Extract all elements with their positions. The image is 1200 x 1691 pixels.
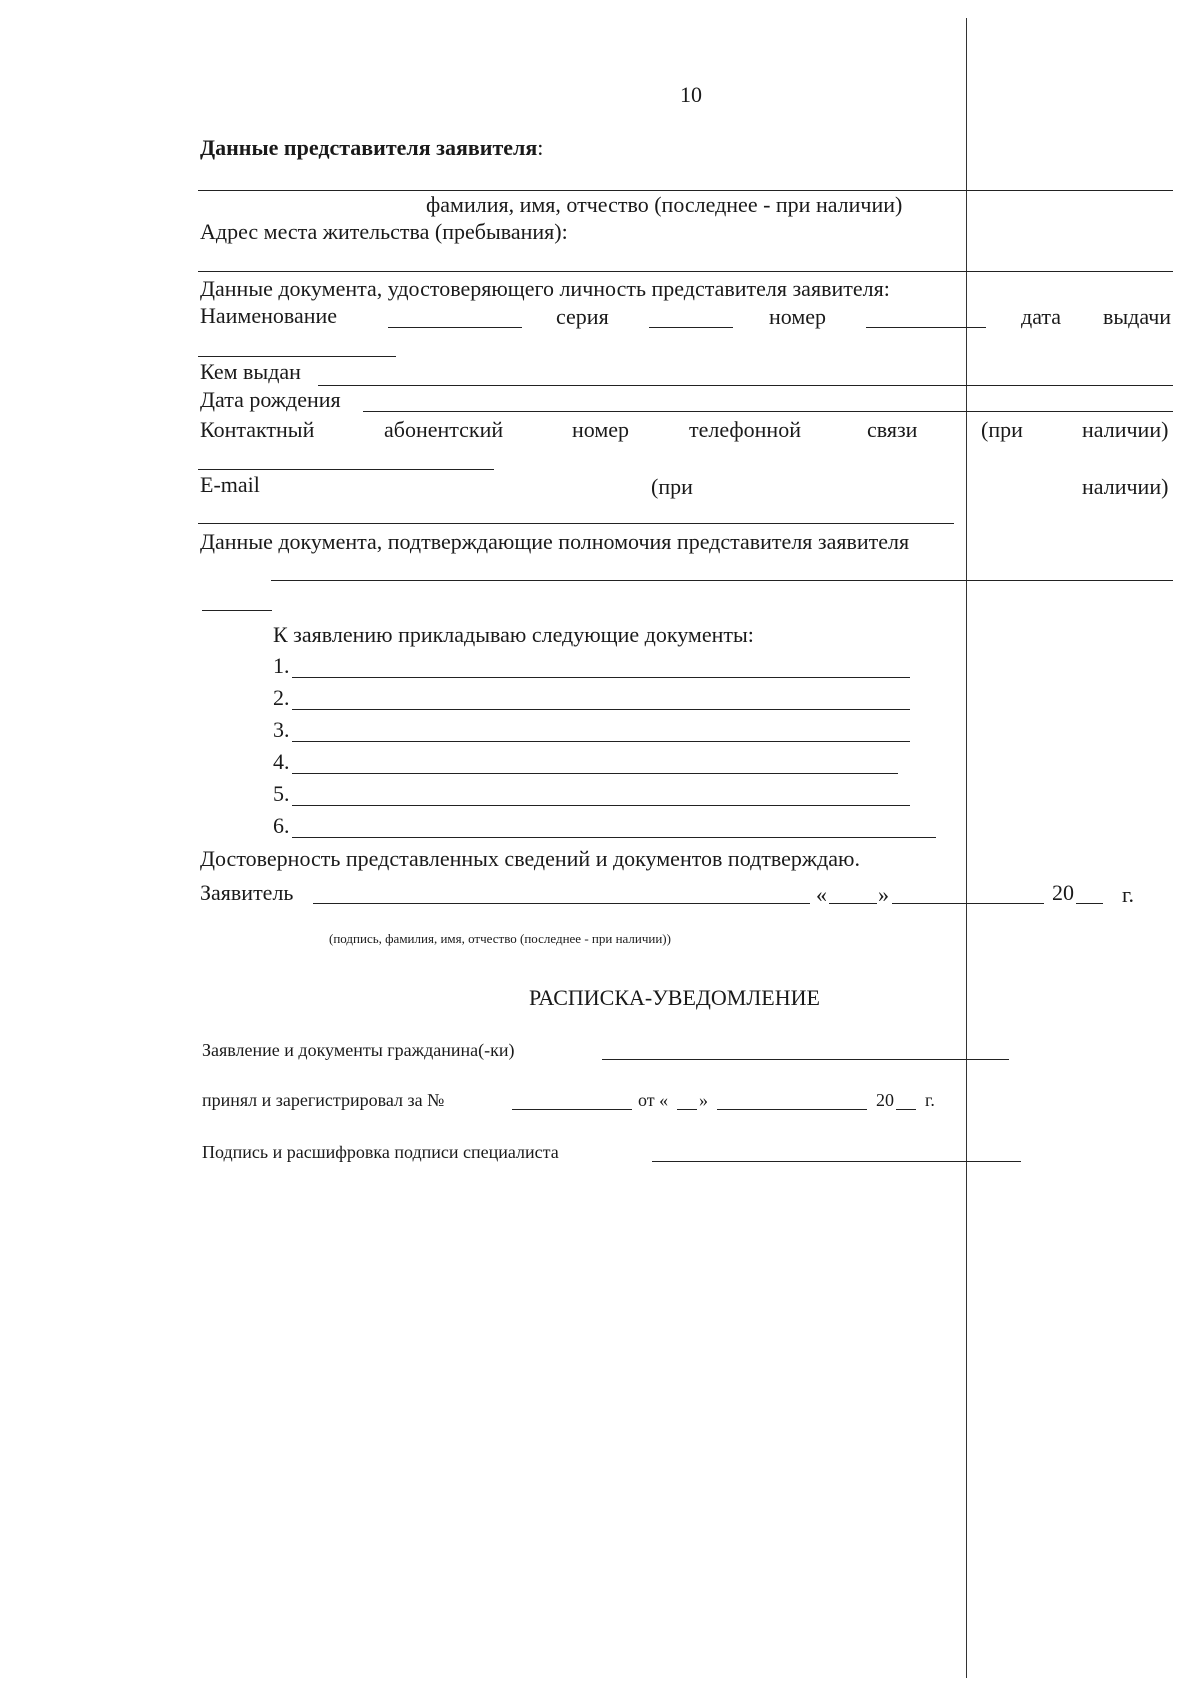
date-quote-close: » <box>878 882 889 907</box>
receipt-reg-number-line <box>512 1109 632 1110</box>
section-title-representative <box>200 135 543 161</box>
attachment-field-6[interactable] <box>294 814 934 836</box>
phone-word-2: абонентский <box>384 417 504 442</box>
receipt-quote-close: » <box>699 1090 708 1110</box>
attachment-number-6: 6. <box>273 813 290 838</box>
sign-day-field[interactable] <box>831 880 875 902</box>
representative-fio-line <box>198 190 1173 191</box>
receipt-day-line <box>677 1109 697 1110</box>
receipt-year-line <box>896 1109 916 1110</box>
receipt-title: РАСПИСКА-УВЕДОМЛЕНИЕ <box>529 985 820 1010</box>
receipt-citizen-field[interactable] <box>604 1038 1007 1058</box>
id-number-field[interactable] <box>866 304 986 326</box>
receipt-specialist-field[interactable] <box>654 1140 1019 1160</box>
birth-date-label: Дата рождения <box>200 387 341 412</box>
phone-word-5: связи <box>867 417 918 442</box>
receipt-day-field[interactable] <box>679 1088 695 1108</box>
birth-date-field[interactable] <box>365 388 1170 410</box>
id-series-label: серия <box>556 304 609 329</box>
sign-day-line <box>829 903 877 904</box>
sign-year-field[interactable] <box>1078 880 1101 902</box>
date-quote-open: « <box>816 882 827 907</box>
sign-month-line <box>892 903 1044 904</box>
signature-line <box>313 903 810 904</box>
authority-doc-line-2 <box>202 610 272 611</box>
attachment-line-1 <box>292 677 910 678</box>
id-document-heading: Данные документа, удостоверяющего личность представителя заявителя: <box>200 276 890 301</box>
issued-by-label: Кем выдан <box>200 359 301 384</box>
id-issue-label: выдачи <box>1103 304 1172 329</box>
address-line <box>198 271 1173 272</box>
fio-caption: фамилия, имя, отчество (последнее - при наличии) <box>426 192 903 217</box>
address-label: Адрес места жительства (пребывания): <box>200 219 568 244</box>
year-prefix: 20 <box>1052 880 1074 905</box>
email-label: E-mail <box>200 472 260 497</box>
sign-month-field[interactable] <box>894 880 1042 902</box>
id-name-field[interactable] <box>388 304 522 326</box>
attachment-line-5 <box>292 805 910 806</box>
id-date-label: дата <box>1021 304 1062 329</box>
email-line <box>198 523 954 524</box>
receipt-citizen-line <box>602 1059 1009 1060</box>
section-title-text: Данные представителя заявителя <box>200 135 538 160</box>
receipt-specialist-line <box>652 1161 1021 1162</box>
signature-field[interactable] <box>315 880 808 902</box>
attachment-field-5[interactable] <box>294 782 908 804</box>
receipt-registered-label: принял и зарегистрировал за № <box>202 1090 445 1110</box>
attachment-number-2: 2. <box>273 685 290 710</box>
receipt-specialist-label: Подпись и расшифровка подписи специалиста <box>202 1142 559 1162</box>
id-series-line <box>649 327 733 328</box>
signature-caption: (подпись, фамилия, имя, отчество (последнее - при наличии)) <box>329 931 671 946</box>
authority-doc-label: Данные документа, подтверждающие полномочия представителя заявителя <box>200 529 910 554</box>
phone-word-1: Контактный <box>200 417 315 442</box>
section-title-colon: : <box>537 135 544 160</box>
receipt-reg-number-field[interactable] <box>514 1088 630 1108</box>
receipt-citizen-label: Заявление и документы гражданина(-ки) <box>202 1040 515 1060</box>
phone-word-3: номер <box>572 417 630 442</box>
receipt-month-line <box>717 1109 867 1110</box>
id-name-label: Наименование <box>200 303 338 328</box>
address-field[interactable] <box>200 246 1170 270</box>
attachment-line-4 <box>292 773 898 774</box>
sign-year-line <box>1076 903 1103 904</box>
attachment-field-3[interactable] <box>294 718 908 740</box>
receipt-from-label: от « <box>638 1090 669 1110</box>
birth-date-line <box>363 411 1173 412</box>
receipt-month-field[interactable] <box>719 1088 865 1108</box>
attachment-number-3: 3. <box>273 717 290 742</box>
email-field[interactable] <box>200 500 952 522</box>
id-name-line <box>388 327 522 328</box>
authority-doc-line-1 <box>271 580 1173 581</box>
attachment-line-3 <box>292 741 910 742</box>
attachment-field-4[interactable] <box>294 750 896 772</box>
id-number-label: номер <box>769 304 827 329</box>
attachments-heading: К заявлению прикладываю следующие документы: <box>273 622 754 647</box>
attachment-field-2[interactable] <box>294 686 908 708</box>
confirmation-text: Достоверность представленных сведений и документов подтверждаю. <box>200 846 860 871</box>
id-issue-date-field[interactable] <box>200 333 396 355</box>
attachment-line-2 <box>292 709 910 710</box>
id-series-field[interactable] <box>649 304 733 326</box>
phone-word-4: телефонной <box>689 417 801 442</box>
page-number: 10 <box>680 82 702 107</box>
email-pri: (при <box>651 474 693 499</box>
receipt-year-field[interactable] <box>898 1088 914 1108</box>
authority-doc-field[interactable] <box>273 557 1171 579</box>
attachment-number-5: 5. <box>273 781 290 806</box>
phone-line <box>198 469 494 470</box>
issued-by-line <box>318 385 1173 386</box>
applicant-label: Заявитель <box>200 880 294 905</box>
attachment-number-1: 1. <box>273 653 290 678</box>
receipt-year-suffix: г. <box>925 1090 935 1110</box>
phone-field[interactable] <box>200 446 494 468</box>
attachment-field-1[interactable] <box>294 654 908 676</box>
id-number-line <box>866 327 986 328</box>
phone-word-6: (при <box>981 417 1023 442</box>
issued-by-field[interactable] <box>320 361 1170 384</box>
phone-word-7: наличии) <box>1082 417 1169 442</box>
receipt-year-prefix: 20 <box>876 1090 894 1110</box>
email-nalichii: наличии) <box>1082 474 1169 499</box>
representative-fio-field[interactable] <box>200 165 1170 189</box>
attachment-line-6 <box>292 837 936 838</box>
year-suffix: г. <box>1122 882 1135 907</box>
id-issue-date-line <box>198 356 396 357</box>
attachment-number-4: 4. <box>273 749 290 774</box>
